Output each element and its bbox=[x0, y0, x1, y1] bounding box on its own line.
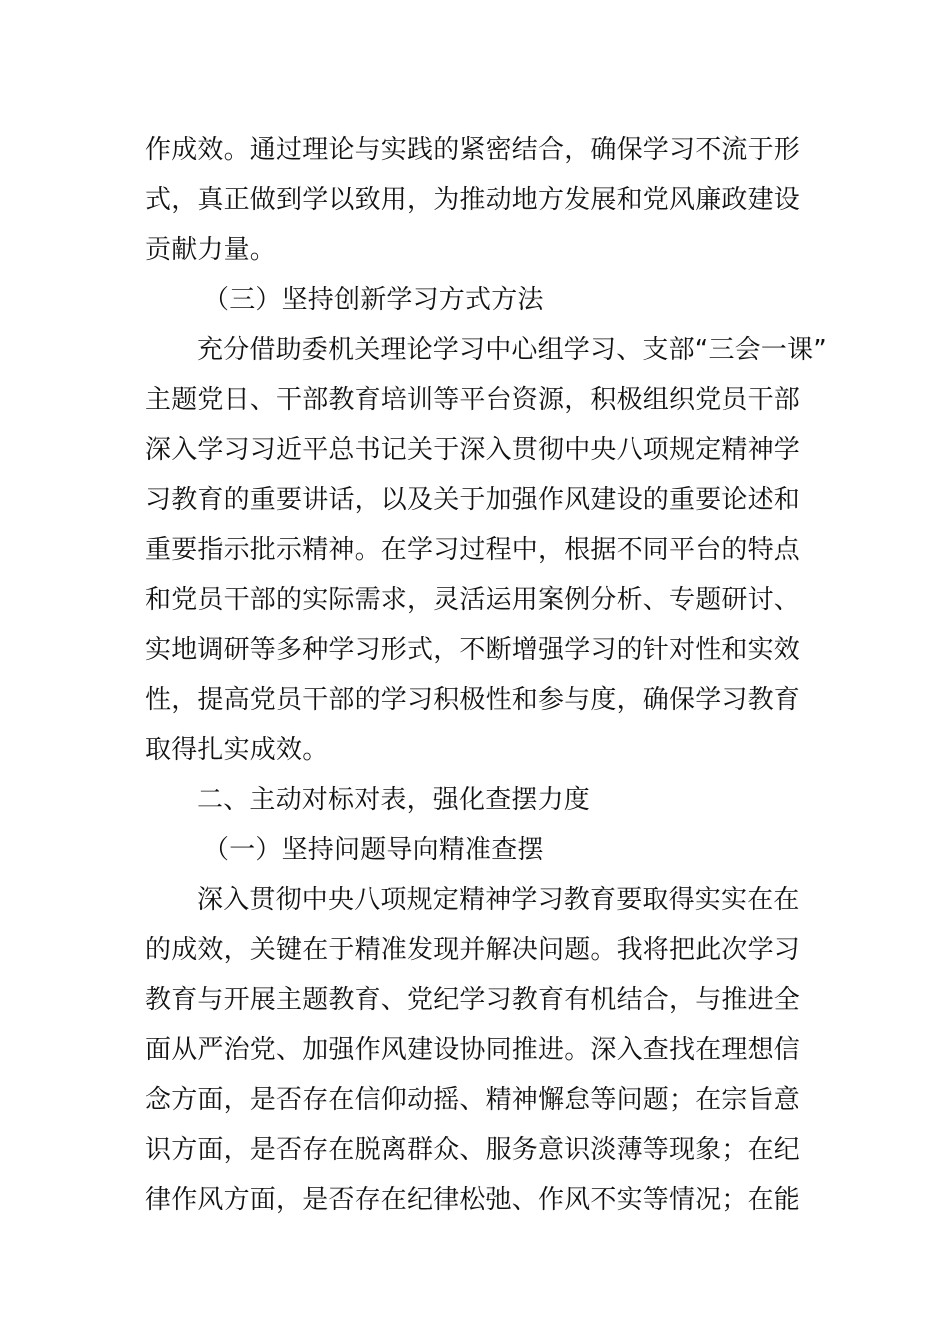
paragraph-line: 和党员干部的实际需求，灵活运用案例分析、专题研讨、 bbox=[145, 585, 801, 615]
paragraph-line: 律作风方面，是否存在纪律松弛、作风不实等情况；在能 bbox=[145, 1185, 801, 1215]
paragraph-line: 教育与开展主题教育、党纪学习教育有机结合，与推进全 bbox=[145, 985, 801, 1015]
paragraph-line: 念方面，是否存在信仰动摇、精神懈怠等问题；在宗旨意 bbox=[145, 1085, 801, 1115]
paragraph-line: 深入学习习近平总书记关于深入贯彻中央八项规定精神学 bbox=[145, 435, 801, 465]
section-heading: 二、主动对标对表，强化查摆力度 bbox=[197, 785, 591, 815]
paragraph-line: 作成效。通过理论与实践的紧密结合，确保学习不流于形 bbox=[145, 135, 801, 165]
paragraph-line: 充分借助委机关理论学习中心组学习、支部“三会一课” bbox=[197, 335, 827, 365]
paragraph-line: 重要指示批示精神。在学习过程中，根据不同平台的特点 bbox=[145, 535, 801, 565]
paragraph-line: 主题党日、干部教育培训等平台资源，积极组织党员干部 bbox=[145, 385, 801, 415]
paragraph-line: 识方面，是否存在脱离群众、服务意识淡薄等现象；在纪 bbox=[145, 1135, 801, 1165]
paragraph-line: 习教育的重要讲话，以及关于加强作风建设的重要论述和 bbox=[145, 485, 801, 515]
paragraph-line: 性，提高党员干部的学习积极性和参与度，确保学习教育 bbox=[145, 685, 801, 715]
paragraph-line: 的成效，关键在于精准发现并解决问题。我将把此次学习 bbox=[145, 935, 801, 965]
paragraph-line: 面从严治党、加强作风建设协同推进。深入查找在理想信 bbox=[145, 1035, 801, 1065]
paragraph-line: 贡献力量。 bbox=[145, 235, 277, 265]
paragraph-line: 式，真正做到学以致用，为推动地方发展和党风廉政建设 bbox=[145, 185, 801, 215]
paragraph-line: 深入贯彻中央八项规定精神学习教育要取得实实在在 bbox=[197, 885, 800, 915]
paragraph-line: 实地调研等多种学习形式，不断增强学习的针对性和实效 bbox=[145, 635, 801, 665]
paragraph-line: 取得扎实成效。 bbox=[145, 735, 329, 765]
subsection-heading: （一）坚持问题导向精准查摆 bbox=[203, 835, 544, 865]
section-heading: （三）坚持创新学习方式方法 bbox=[203, 285, 544, 315]
